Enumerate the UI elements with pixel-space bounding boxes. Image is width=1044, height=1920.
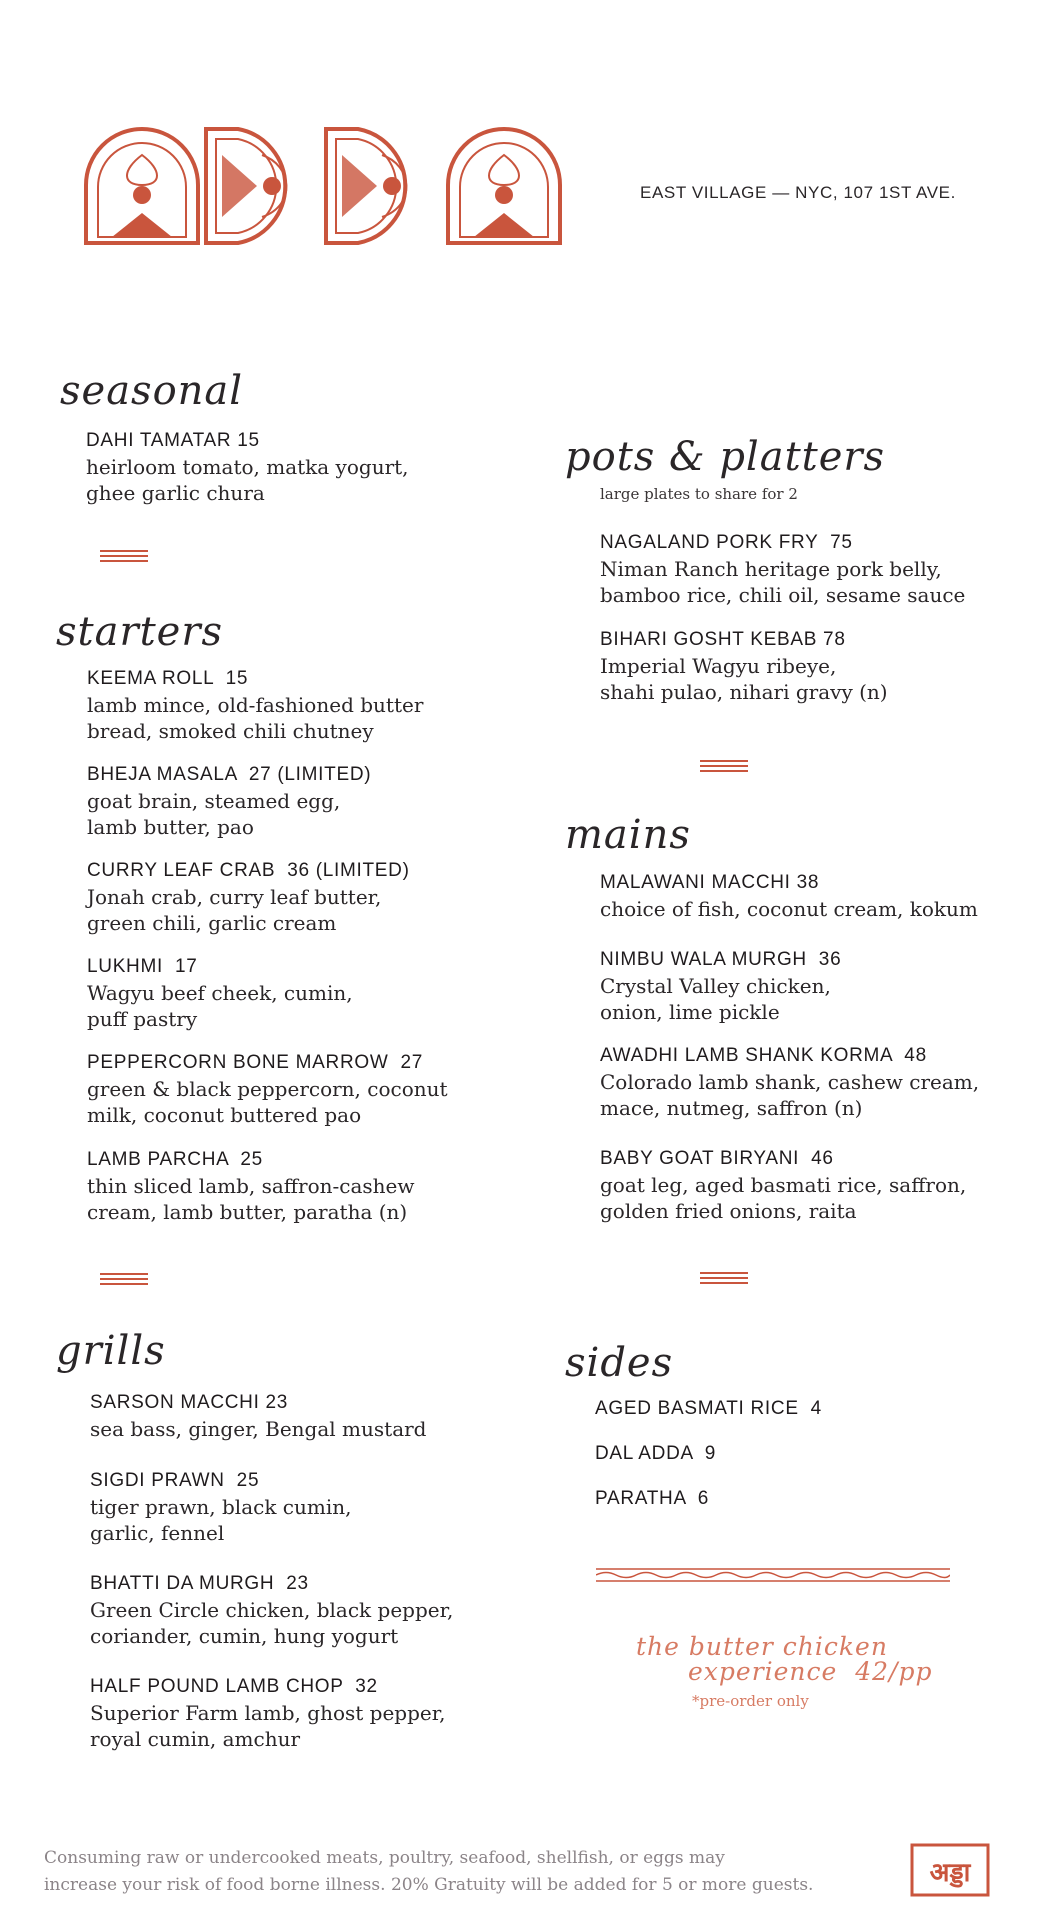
item-name: BHEJA MASALA 27 (LIMITED) — [87, 764, 372, 785]
item-description: Wagyu beef cheek, cumin, puff pastry — [87, 981, 353, 1031]
menu-item — [595, 1486, 709, 1512]
menu-item — [87, 1147, 414, 1225]
adda-stamp-logo — [910, 1843, 990, 1897]
item-description: Niman Ranch heritage pork belly, bamboo rice, chili oil, sesame sauce — [600, 557, 966, 607]
section-subtitle: large plates to share for 2 — [600, 485, 798, 503]
item-name: DAHI TAMATAR 15 — [86, 430, 260, 451]
divider — [700, 1272, 748, 1286]
menu-item — [87, 954, 353, 1032]
menu-item — [87, 1050, 448, 1128]
item-name: AWADHI LAMB SHANK KORMA 48 — [600, 1045, 927, 1066]
item-name: PARATHA 6 — [595, 1488, 709, 1509]
item-name: DAL ADDA 9 — [595, 1443, 717, 1464]
item-description: Colorado lamb shank, cashew cream, mace, nutmeg, saffron (n) — [600, 1070, 980, 1120]
item-description: thin sliced lamb, saffron-cashew cream, lamb butter, paratha (n) — [87, 1174, 415, 1224]
menu-item — [600, 530, 965, 608]
restaurant-address: EAST VILLAGE — NYC, 107 1ST AVE. — [640, 183, 956, 202]
menu-item — [87, 858, 410, 936]
menu-item — [86, 428, 409, 506]
item-description: tiger prawn, black cumin, garlic, fennel — [90, 1495, 352, 1545]
adda-logo — [82, 125, 566, 247]
item-description: Crystal Valley chicken, onion, lime pickle — [600, 974, 831, 1024]
menu-item — [600, 1146, 966, 1224]
item-name: MALAWANI MACCHI 38 — [600, 872, 820, 893]
menu-item — [90, 1674, 445, 1752]
menu-item — [87, 666, 423, 744]
item-name: NAGALAND PORK FRY 75 — [600, 532, 853, 553]
item-description: Imperial Wagyu ribeye, shahi pulao, nihari gravy (n) — [600, 654, 888, 704]
item-name: LAMB PARCHA 25 — [87, 1149, 263, 1170]
section-title-pots-platters: pots & platters — [565, 434, 886, 480]
item-name: CURRY LEAF CRAB 36 (LIMITED) — [87, 860, 410, 881]
butter-chicken-title: the butter chicken — [636, 1632, 888, 1661]
menu-item — [595, 1396, 822, 1422]
item-name: NIMBU WALA MURGH 36 — [600, 949, 842, 970]
menu-item — [90, 1468, 351, 1546]
item-name: BHATTI DA MURGH 23 — [90, 1573, 309, 1594]
section-title-seasonal: seasonal — [60, 368, 244, 414]
menu-item — [90, 1571, 453, 1649]
butter-chicken-price: experience 42/pp — [688, 1657, 933, 1686]
footer-disclaimer: Consuming raw or undercooked meats, poultry, seafood, shellfish, or eggs may increase your risk of food borne illness. 20% Gratuity will be added for 5 or more guests. — [44, 1848, 814, 1895]
item-name: BABY GOAT BIRYANI 46 — [600, 1148, 834, 1169]
menu-item — [600, 1043, 979, 1121]
ornamental-border — [596, 1567, 950, 1583]
section-title-mains: mains — [565, 812, 691, 858]
item-name: SIGDI PRAWN 25 — [90, 1470, 260, 1491]
item-description: choice of fish, coconut cream, kokum — [600, 897, 978, 921]
item-description: green & black peppercorn, coconut milk, coconut buttered pao — [87, 1077, 448, 1127]
item-description: goat leg, aged basmati rice, saffron, golden fried onions, raita — [600, 1173, 967, 1223]
butter-chicken-note: *pre-order only — [692, 1692, 809, 1710]
item-name: BIHARI GOSHT KEBAB 78 — [600, 629, 846, 650]
menu-item — [600, 947, 841, 1025]
item-description: heirloom tomato, matka yogurt, ghee garlic chura — [86, 455, 409, 505]
item-name: SARSON MACCHI 23 — [90, 1392, 289, 1413]
svg-text:अड्डा: अड्डा — [929, 1858, 971, 1888]
item-description: Superior Farm lamb, ghost pepper, royal cumin, amchur — [90, 1701, 446, 1751]
item-name: LUKHMI 17 — [87, 956, 198, 977]
menu-item — [600, 870, 978, 922]
divider — [100, 550, 148, 564]
section-title-sides: sides — [565, 1340, 674, 1386]
item-description: Green Circle chicken, black pepper, coriander, cumin, hung yogurt — [90, 1598, 454, 1648]
menu-item — [87, 762, 371, 840]
section-title-grills: grills — [56, 1328, 166, 1374]
menu-item — [595, 1441, 716, 1467]
item-name: HALF POUND LAMB CHOP 32 — [90, 1676, 378, 1697]
menu-item — [600, 627, 888, 705]
item-description: lamb mince, old-fashioned butter bread, smoked chili chutney — [87, 693, 424, 743]
section-title-starters: starters — [56, 609, 223, 655]
item-description: goat brain, steamed egg, lamb butter, pao — [87, 789, 341, 839]
item-name: KEEMA ROLL 15 — [87, 668, 249, 689]
menu-item — [90, 1390, 426, 1442]
item-description: sea bass, ginger, Bengal mustard — [90, 1417, 427, 1441]
item-name: AGED BASMATI RICE 4 — [595, 1398, 822, 1419]
item-name: PEPPERCORN BONE MARROW 27 — [87, 1052, 423, 1073]
divider — [100, 1273, 148, 1287]
item-description: Jonah crab, curry leaf butter, green chili, garlic cream — [87, 885, 382, 935]
divider — [700, 760, 748, 774]
